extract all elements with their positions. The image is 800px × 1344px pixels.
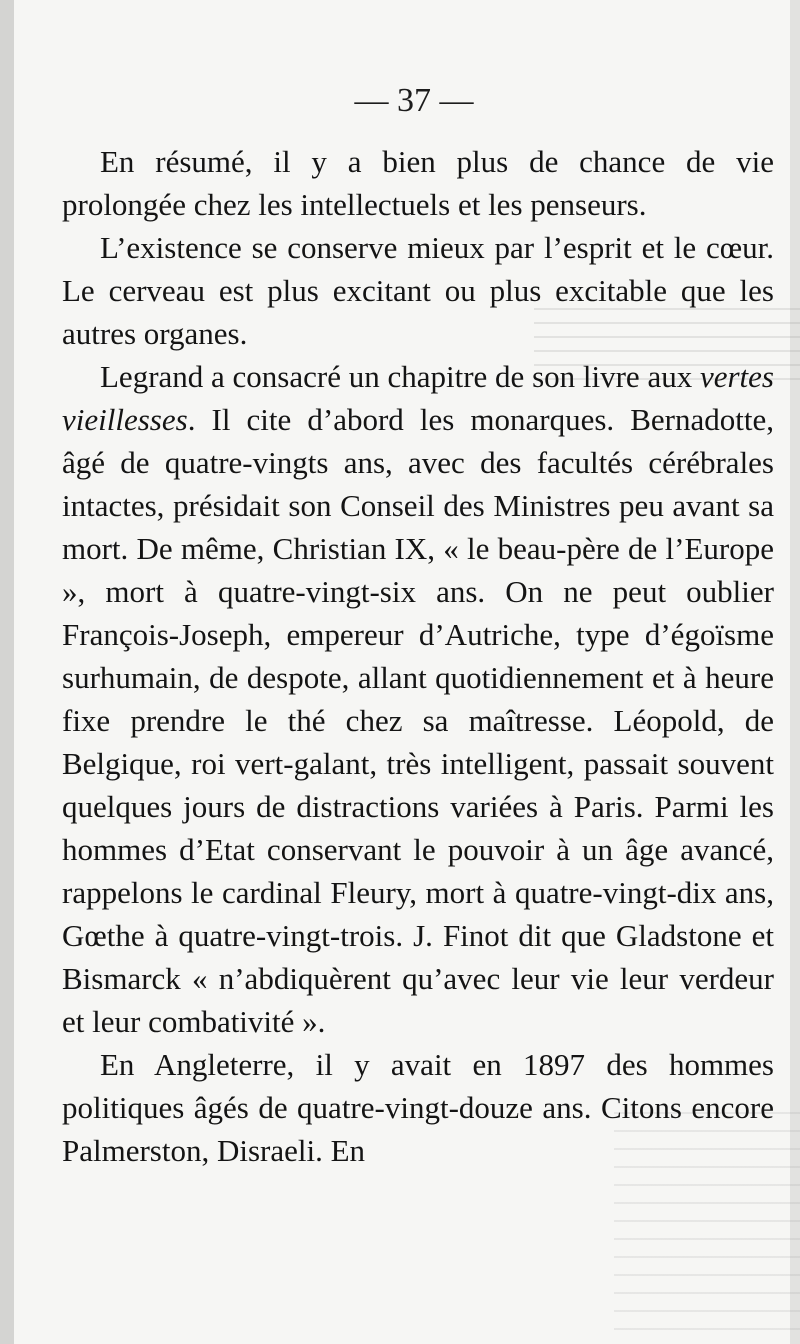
- paragraph: En Angleterre, il y avait en 1897 des hommes politiques âgés de quatre-vingt-douze ans. Citons encore Palmerston, Disraeli. En: [62, 1047, 774, 1168]
- paragraph: L’existence se conserve mieux par l’esprit et le cœur. Le cerveau est plus excitant ou plus excitable que les autres organes.: [62, 230, 774, 351]
- page-number: — 37 —: [354, 82, 474, 119]
- italic-title: vertes vieillesses: [62, 359, 774, 437]
- paragraph: En résumé, il y a bien plus de chance de vie prolongée chez les intellectuels et les penseurs.: [62, 144, 774, 222]
- body-text: [62, 140, 774, 1172]
- paragraph: [62, 355, 774, 1043]
- paragraph-text: Legrand a consacré un chapitre de son livre aux: [100, 359, 700, 394]
- paragraph-text: . Il cite d’abord les monarques. Bernadotte, âgé de quatre-vingts ans, avec des facultés cérébrales intactes, présidait son Conseil des Ministres peu avant sa mort. De même, Christian IX, « le beau-père de l’Europe », mort à quatre-vingt-six ans. On ne peut oublier François-Joseph, empereur d’Autriche, type d’égoïsme surhumain, de despote, allant quotidiennement et à heure fixe prendre le thé chez sa maîtresse. Léopold, de Belgique, roi vert-galant, très intelligent, passait souvent quelques jours de distractions variées à Paris. Parmi les hommes d’Etat conservant le pouvoir à un âge avancé, rappelons le cardinal Fleury, mort à quatre-vingt-dix ans, Gœthe à quatre-vingt-trois. J. Finot dit que Gladstone et Bismarck « n’abdiquèrent qu’avec leur vie leur verdeur et leur combativité ».: [62, 402, 774, 1039]
